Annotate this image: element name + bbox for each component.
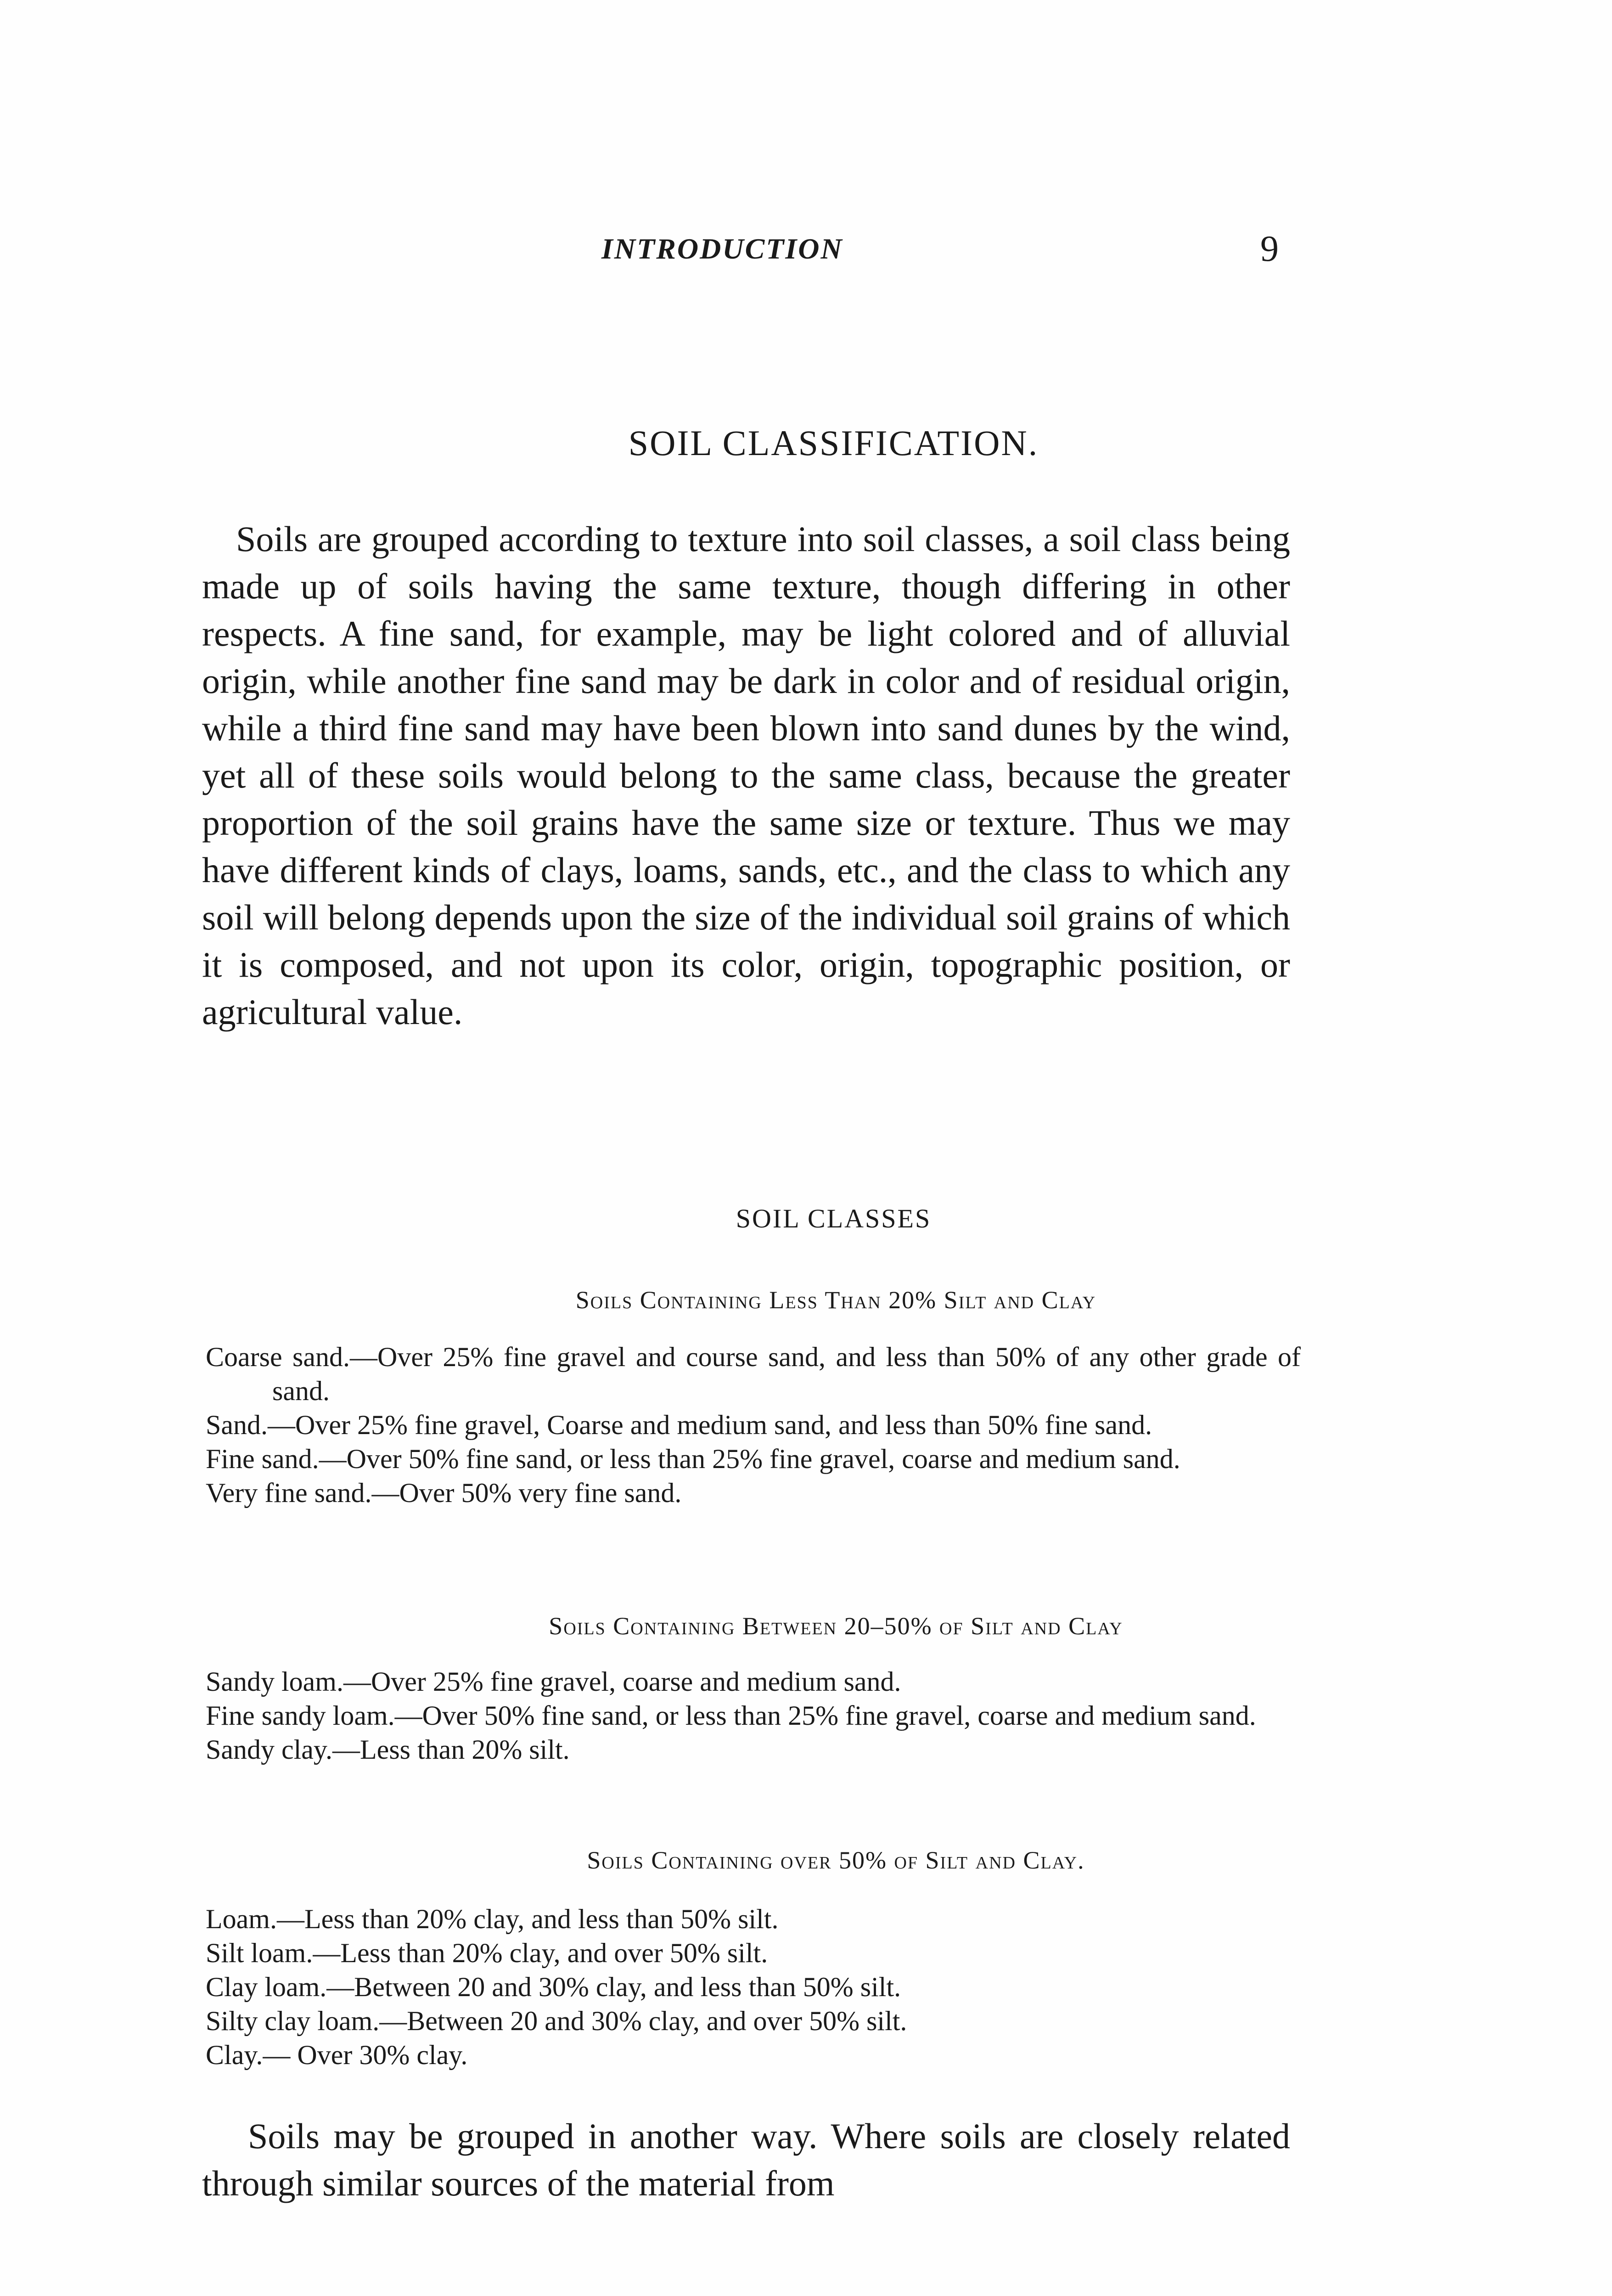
definition-fine-sandy-loam: Fine sandy loam.—Over 50% fine sand, or less than 25% fine gravel, coarse and medium sand. <box>206 1700 1256 1731</box>
definition-loam: Loam.—Less than 20% clay, and less than 50% silt. <box>206 1904 779 1934</box>
intro-paragraph <box>202 515 1290 1035</box>
intro-paragraph-text: Soils are grouped according to texture into soil classes, a soil class being made up of soils having the same texture, though differing in other respects. A fine sand, for example, may be light colored and of alluvial origin, while another fine sand may be dark in color and of residual origin, while a third fine sand may have been blown into sand dunes by the wind, yet all of these soils would belong to the same class, because the greater proportion of the soil grains have the same size or texture. Thus we may have different kinds of clays, loams, sands, etc., and the class to which any soil will belong depends upon the size of the individual soil grains of which it is composed, and not upon its color, origin, topographic position, or agricultural value. <box>202 519 1290 1032</box>
running-head <box>0 229 1612 282</box>
definition-clay: Clay.— Over 30% clay. <box>206 2040 468 2070</box>
definition-silt-loam: Silt loam.—Less than 20% clay, and over 50% silt. <box>206 1938 768 1968</box>
soil-classes-heading: SOIL CLASSES <box>736 1204 932 1233</box>
definition-silty-clay-loam: Silty clay loam.—Between 20 and 30% clay, and over 50% silt. <box>206 2006 907 2036</box>
closing-paragraph-text: Soils may be grouped in another way. Where soils are closely related through similar sources of the material from <box>202 2116 1290 2203</box>
definition-very-fine-sand: Very fine sand.—Over 50% very fine sand. <box>206 1478 682 1508</box>
closing-paragraph <box>202 2112 1290 2207</box>
definition-coarse-sand: Coarse sand.—Over 25% fine gravel and course sand, and less than 50% of any other grade of sand. <box>206 1342 1301 1406</box>
running-title: INTRODUCTION <box>601 232 843 265</box>
definition-fine-sand: Fine sand.—Over 50% fine sand, or less than 25% fine gravel, coarse and medium sand. <box>206 1444 1180 1474</box>
definition-list-less-than-20 <box>206 1340 1301 1510</box>
definition-list-over-50 <box>206 1902 1301 2072</box>
section-title: SOIL CLASSIFICATION. <box>628 423 1039 463</box>
definition-sandy-loam: Sandy loam.—Over 25% fine gravel, coarse and medium sand. <box>206 1666 901 1697</box>
page-number: 9 <box>1260 229 1279 269</box>
group-heading-over-50: Soils Containing over 50% of Silt and Clay. <box>587 1846 1085 1874</box>
group-heading-less-than-20: Soils Containing Less Than 20% Silt and Clay <box>575 1286 1096 1314</box>
definition-sandy-clay: Sandy clay.—Less than 20% silt. <box>206 1734 570 1765</box>
definition-list-between-20-50 <box>206 1665 1301 1767</box>
group-heading-between-20-50: Soils Containing Between 20–50% of Silt and Clay <box>549 1612 1123 1640</box>
definition-clay-loam: Clay loam.—Between 20 and 30% clay, and less than 50% silt. <box>206 1972 901 2002</box>
definition-sand: Sand.—Over 25% fine gravel, Coarse and medium sand, and less than 50% fine sand. <box>206 1410 1152 1440</box>
